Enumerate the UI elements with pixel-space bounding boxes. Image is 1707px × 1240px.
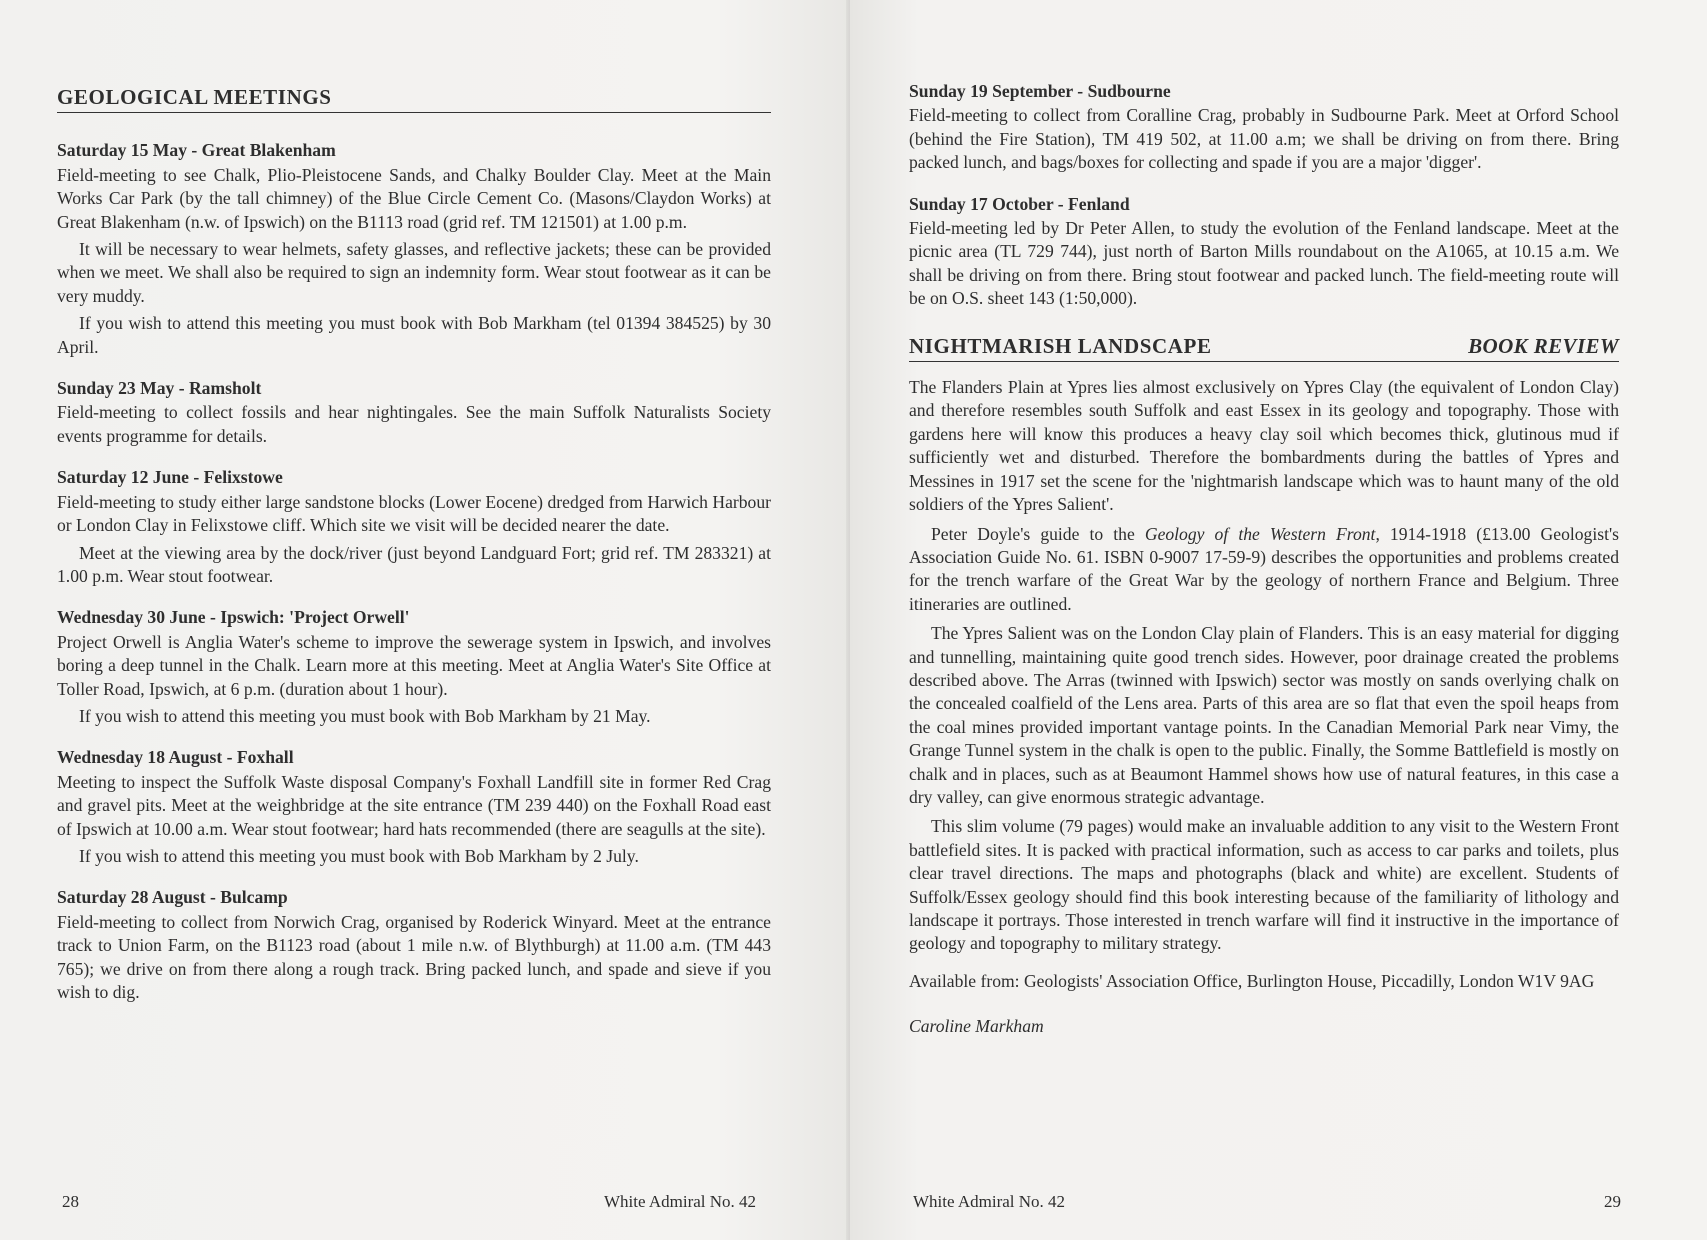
event-heading: Sunday 19 September - Sudbourne [909, 81, 1171, 101]
event-paragraph: Field-meeting led by Dr Peter Allen, to study the evolution of the Fenland landscape. Meet at the picnic area (TL 729 744), just north of Barton Mills roundabout on the A1065, at 10.15 a.m. We shall be driving on from there. Bring stout footwear and packed lunch. The field-meeting route will be on O.S. sheet 143 (1:50,000). [909, 218, 1619, 309]
event-ramsholt [57, 377, 771, 448]
event-heading: Saturday 15 May - Great Blakenham [57, 140, 336, 161]
left-page [0, 0, 850, 1240]
event-heading: Saturday 12 June - Felixstowe [57, 467, 283, 488]
event-fenland [909, 193, 1619, 311]
event-paragraph: Field-meeting to collect fossils and hear nightingales. See the main Suffolk Naturalists Society events programme for details. [57, 402, 771, 446]
event-heading: Wednesday 18 August - Foxhall [57, 747, 294, 768]
event-bulcamp [57, 886, 771, 1004]
event-great-blakenham [57, 139, 771, 359]
review-title: NIGHTMARISH LANDSCAPE [909, 333, 1212, 358]
event-paragraph: Project Orwell is Anglia Water's scheme to improve the sewerage system in Ipswich, and involves boring a deep tunnel in the Chalk. Learn more at this meeting. Meet at Anglia Water's Site Office at Toller Road, Ipswich, at 6 p.m. (duration about 1 hour). [57, 631, 771, 699]
review-paragraph: The Flanders Plain at Ypres lies almost exclusively on Ypres Clay (the equivalent of London Clay) and therefore resembles south Suffolk and east Essex in its geology and topography. Those with gardens here will know this produces a heavy clay soil which becomes thick, glutinous mud if sufficiently wet and disturbed. Therefore the bombardments during the battles of Ypres and Messines in 1917 set the scene for the 'nightmarish landscape which was to haunt many of the old soldiers of the Ypres Salient'. [909, 377, 1619, 515]
event-paragraph: If you wish to attend this meeting you must book with Bob Markham by 2 July. [79, 845, 639, 866]
event-heading: Sunday 23 May - Ramsholt [57, 378, 262, 399]
event-sudbourne [909, 80, 1619, 175]
event-paragraph: Field-meeting to collect from Coralline Crag, probably in Sudbourne Park. Meet at Orford School (behind the Fire Station), TM 419 502, at 11.00 a.m; we shall be driving on from there. Bring packed lunch, and bags/boxes for collecting and spade if you are a major 'digger'. [909, 105, 1619, 173]
review-paragraph [909, 523, 1619, 617]
event-paragraph: Meet at the viewing area by the dock/river (just beyond Landguard Fort; grid ref. TM 283321) at 1.00 p.m. Wear stout footwear. [57, 542, 771, 586]
event-paragraph: Field-meeting to see Chalk, Plio-Pleistocene Sands, and Chalky Boulder Clay. Meet at the Main Works Car Park (by the tall chimney) of the Blue Circle Cement Co. (Masons/Claydon Works) at Great Blakenham (n.w. of Ipswich) on the B1113 road (grid ref. TM 121501) at 1.00 p.m. [57, 164, 771, 232]
left-column [57, 86, 771, 1022]
event-project-orwell [57, 606, 771, 728]
section-title-text: GEOLOGICAL MEETINGS [57, 85, 332, 109]
review-paragraph: This slim volume (79 pages) would make an invaluable addition to any visit to the Western Front battlefield sites. It is packed with practical information, such as access to car parks and toilets, plus clear travel directions. The maps and photographs (black and white) are excellent. Students of Suffolk/Essex geology should find this book interesting because of the familiarity of lithology and landscape it portrays. Those interested in trench warfare will find it instructive in the importance of geology and topography to military strategy. [909, 816, 1619, 954]
event-paragraph: Field-meeting to study either large sandstone blocks (Lower Eocene) dredged from Harwich Harbour or London Clay in Felixstowe cliff. Which site we visit will be decided nearer the date. [57, 491, 771, 536]
review-subtitle: BOOK REVIEW [1468, 333, 1619, 358]
event-paragraph: Field-meeting to collect from Norwich Crag, organised by Roderick Winyard. Meet at the entrance track to Union Farm, on the B1123 road (about 1 mile n.w. of Blythburgh) at 11.00 a.m. (TM 443 765); we drive on from there along a rough track. Bring packed lunch, and spade and sieve if you wish to dig. [57, 911, 771, 1002]
magazine-footer-right: White Admiral No. 42 [913, 1192, 1066, 1211]
event-heading: Sunday 17 October - Fenland [909, 193, 1130, 214]
page-number-left: 28 [62, 1192, 79, 1211]
review-paragraph: The Ypres Salient was on the London Clay plain of Flanders. This is an easy material for digging and tunnelling, maintaining quite good trench sides. However, poor drainage created the problems described above. The Arras (twinned with Ipswich) sector was mostly on sands overlying chalk on the concealed coalfield of the Lens area. Parts of this area are so flat that even the spoil heaps from the coal mines provided important vantage points. In the Canadian Memorial Park near Vimy, the Grange Tunnel system in the chalk is open to the public. Finally, the Somme Battlefield is mostly on chalk and in places, such as at Beaumont Hammel shows how use of natural features, in this case a dry valley, can give enormous strategic advantage. [909, 623, 1619, 807]
event-paragraph: If you wish to attend this meeting you must book with Bob Markham by 21 May. [79, 705, 651, 726]
event-foxhall [57, 746, 771, 868]
event-paragraph: Meeting to inspect the Suffolk Waste disposal Company's Foxhall Landfill site in former Red Crag and gravel pits. Meet at the weighbridge at the site entrance (TM 239 440) on the Foxhall Road east of Ipswich at 10.00 a.m. Wear stout footwear; hard hats recommended (there are seagulls at the site). [57, 771, 771, 839]
section-title-book-review [909, 335, 1619, 362]
right-column [909, 80, 1619, 1045]
review-availability: Available from: Geologists' Association Office, Burlington House, Piccadilly, London W1V 9AG [909, 970, 1595, 991]
review-text: Peter Doyle's guide to the [931, 523, 1145, 544]
page-number-right: 29 [1604, 1192, 1621, 1211]
section-title-geological-meetings [57, 86, 771, 113]
event-paragraph: If you wish to attend this meeting you must book with Bob Markham (tel 01394 384525) by 30 April. [57, 313, 771, 357]
book-title: Geology of the Western Front [1144, 523, 1376, 544]
event-heading: Saturday 28 August - Bulcamp [57, 887, 288, 908]
magazine-footer-left: White Admiral No. 42 [604, 1192, 757, 1211]
review-text: , 1914-1918 (£13.00 Geologist's Association Guide No. 61. ISBN 0-9007 17-59-9) describes the opportunities and problems created for the trench warfare of the Great War by the geology of northern France and Belgium. Three itineraries are outlined. [909, 523, 1619, 614]
event-paragraph: It will be necessary to wear helmets, safety glasses, and reflective jackets; these can be provided when we meet. We shall also be required to sign an indemnity form. Wear stout footwear as it can be very muddy. [57, 239, 771, 306]
event-heading: Wednesday 30 June - Ipswich: 'Project Orwell' [57, 607, 410, 628]
review-author: Caroline Markham [909, 1016, 1044, 1037]
event-felixstowe [57, 466, 771, 588]
book-review [909, 376, 1619, 1039]
